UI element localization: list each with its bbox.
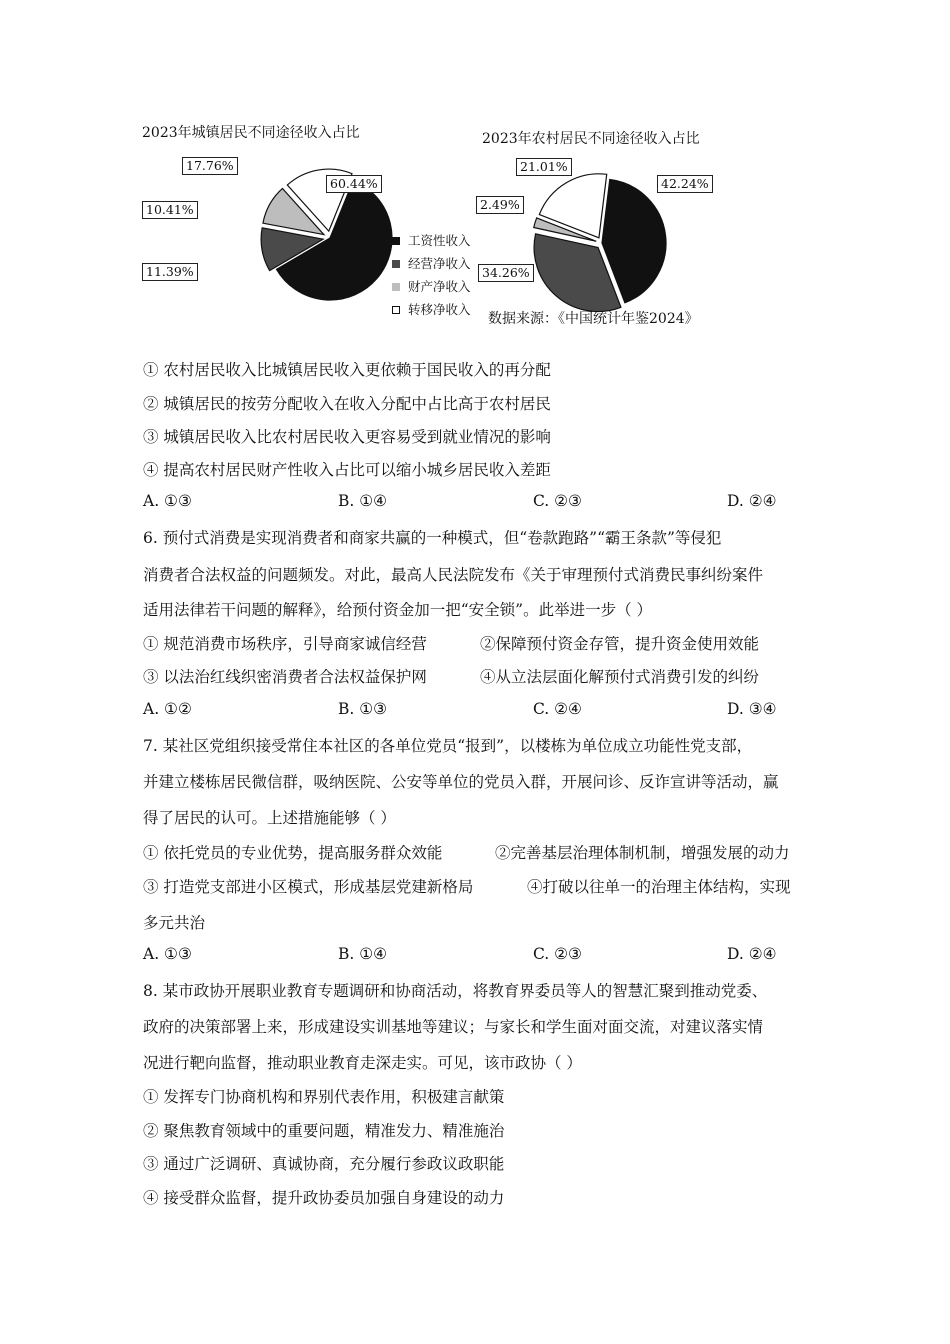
rural-property-label: 2.49%: [476, 196, 524, 214]
q6-item-2: ②保障预付资金存管，提升资金使用效能: [480, 635, 760, 653]
urban-transfer-label: 17.76%: [182, 157, 238, 175]
q6-option-a[interactable]: A. ①②: [143, 700, 192, 718]
q8-stem-line-1: 8. 某市政协开展职业教育专题调研和协商活动，将教育界委员等人的智慧汇聚到推动党委、: [143, 982, 768, 1000]
income-pie-charts: [130, 118, 750, 333]
q6-item-1: ① 规范消费市场秩序，引导商家诚信经营: [143, 635, 427, 653]
q5-option-c[interactable]: C. ②③: [533, 492, 582, 510]
q5-option-d[interactable]: D. ②④: [727, 492, 777, 510]
q7-option-b[interactable]: B. ①④: [338, 945, 388, 963]
q6-stem-line-1: 6. 预付式消费是实现消费者和商家共赢的一种模式，但“卷款跑路”“霸王条款”等侵犯: [143, 529, 722, 547]
rural-chart-title: 2023年农村居民不同途径收入占比: [482, 131, 700, 147]
legend-label: 财产净收入: [408, 279, 471, 294]
q8-item-4: ④ 接受群众监督，提升政协委员加强自身建设的动力: [143, 1189, 505, 1207]
q7-item-3: ③ 打造党支部进小区模式，形成基层党建新格局: [143, 878, 474, 896]
rural-wage-label: 42.24%: [657, 175, 713, 193]
q7-stem-line-3: 得了居民的认可。上述措施能够（ ）: [143, 809, 396, 827]
q6-options: [143, 700, 793, 722]
urban-chart-title: 2023年城镇居民不同途径收入占比: [142, 125, 360, 141]
legend-item: [392, 229, 471, 252]
q6-item-3: ③ 以法治红线织密消费者合法权益保护网: [143, 668, 427, 686]
q5-item-4: ④ 提高农村居民财产性收入占比可以缩小城乡居民收入差距: [143, 461, 551, 479]
q5-item-1: ① 农村居民收入比城镇居民收入更依赖于国民收入的再分配: [143, 361, 551, 379]
rural-business-label: 34.26%: [478, 264, 534, 282]
legend-swatch: [392, 237, 400, 245]
urban-business-label: 11.39%: [142, 263, 198, 281]
q6-option-c[interactable]: C. ②④: [533, 700, 582, 718]
q8-stem-line-2: 政府的决策部署上来，形成建设实训基地等建议；与家长和学生面对面交流，对建议落实情: [143, 1018, 764, 1036]
q7-item-1: ① 依托党员的专业优势，提高服务群众效能: [143, 844, 443, 862]
rural-transfer-label: 21.01%: [516, 158, 572, 176]
chart-legend: [392, 229, 471, 321]
legend-label: 工资性收入: [408, 233, 471, 248]
legend-swatch: [392, 306, 400, 314]
q7-options: [143, 945, 793, 967]
q7-item-2: ②完善基层治理体制机制，增强发展的动力: [495, 844, 790, 862]
urban-property-label: 10.41%: [142, 201, 198, 219]
q7-item-4-tail: 多元共治: [143, 914, 206, 932]
q8-item-2: ② 聚焦教育领域中的重要问题，精准发力、精准施治: [143, 1122, 505, 1140]
q7-option-a[interactable]: A. ①③: [143, 945, 192, 963]
q6-option-b[interactable]: B. ①③: [338, 700, 388, 718]
q8-item-1: ① 发挥专门协商机构和界别代表作用，积极建言献策: [143, 1088, 505, 1106]
q6-item-4: ④从立法层面化解预付式消费引发的纠纷: [480, 668, 760, 686]
q5-option-a[interactable]: A. ①③: [143, 492, 192, 510]
legend-label: 转移净收入: [408, 302, 471, 317]
q6-stem-line-2: 消费者合法权益的问题频发。对此，最高人民法院发布《关于审理预付式消费民事纠纷案件: [143, 566, 764, 584]
q7-item-4: ④打破以往单一的治理主体结构，实现: [527, 878, 791, 896]
q5-item-3: ③ 城镇居民收入比农村居民收入更容易受到就业情况的影响: [143, 428, 551, 446]
q7-option-d[interactable]: D. ②④: [727, 945, 777, 963]
q6-stem-line-3: 适用法律若干问题的解释》，给预付资金加一把“安全锁”。此举进一步（ ）: [143, 601, 653, 619]
q8-item-3: ③ 通过广泛调研、真诚协商，充分履行参政议政职能: [143, 1155, 505, 1173]
q6-option-d[interactable]: D. ③④: [727, 700, 777, 718]
legend-swatch: [392, 283, 400, 291]
urban-wage-label: 60.44%: [326, 175, 382, 193]
legend-swatch: [392, 260, 400, 268]
q5-options: [143, 492, 793, 514]
legend-label: 经营净收入: [408, 256, 471, 271]
legend-item: [392, 298, 471, 321]
legend-item: [392, 252, 471, 275]
data-source: 数据来源：《中国统计年鉴2024》: [488, 311, 699, 327]
q8-stem-line-3: 况进行靶向监督，推动职业教育走深走实。可见，该市政协（ ）: [143, 1054, 582, 1072]
q5-option-b[interactable]: B. ①④: [338, 492, 388, 510]
legend-item: [392, 275, 471, 298]
q7-stem-line-2: 并建立楼栋居民微信群，吸纳医院、公安等单位的党员入群，开展问诊、反诈宣讲等活动，赢: [143, 773, 779, 791]
q7-option-c[interactable]: C. ②③: [533, 945, 582, 963]
q7-stem-line-1: 7. 某社区党组织接受常住本社区的各单位党员“报到”，以楼栋为单位成立功能性党支部，: [143, 737, 753, 755]
q5-item-2: ② 城镇居民的按劳分配收入在收入分配中占比高于农村居民: [143, 395, 551, 413]
